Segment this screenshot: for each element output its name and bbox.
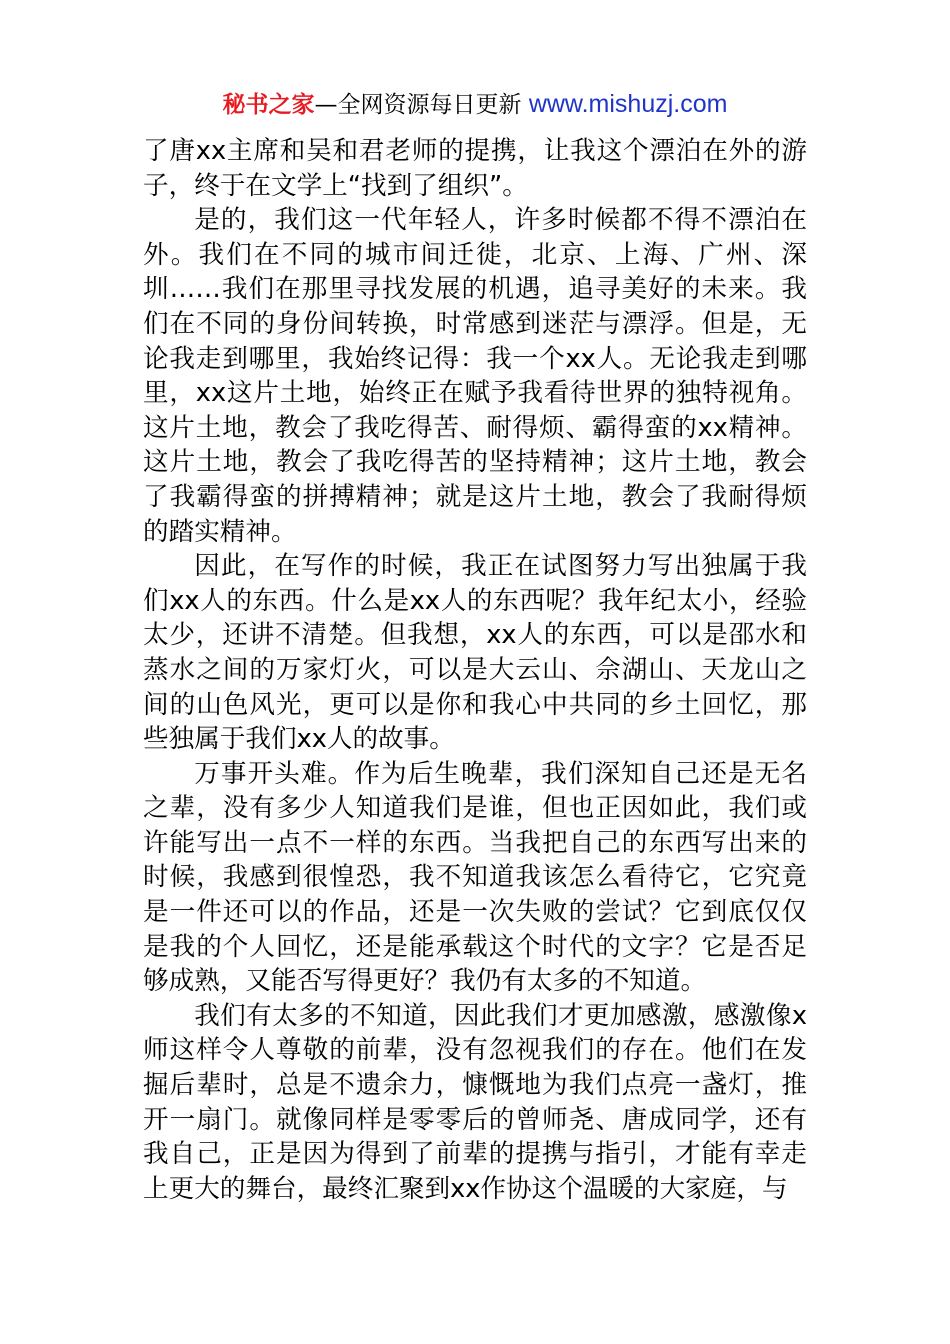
paragraph-continuation: 了唐xx主席和吴和君老师的提携，让我这个漂泊在外的游子，终于在文学上“找到了组织”。 [143, 136, 807, 201]
header-brand: 秘书之家 [222, 92, 315, 118]
paragraph: 是的，我们这一代年轻人，许多时候都不得不漂泊在外。我们在不同的城市间迁徙，北京、上海、广州、深圳……我们在那里寻找发展的机遇，追寻美好的未来。我们在不同的身份间转换，时常感到迷茫与漂浮。但是，无论我走到哪里，我始终记得：我一个xx人。无论我走到哪里，xx这片土地，始终正在赋予我看待世界的独特视角。这片土地，教会了我吃得苦、耐得烦、霸得蛮的xx精神。这片土地，教会了我吃得苦的坚持精神；这片土地，教会了我霸得蛮的拼搏精神；就是这片土地，教会了我耐得烦的踏实精神。 [143, 205, 807, 547]
paragraph: 我们有太多的不知道，因此我们才更加感激，感激像x师这样令人尊敬的前辈，没有忽视我们的存在。他们在发掘后辈时，总是不遗余力，慷慨地为我们点亮一盏灯，推开一扇门。就像同样是零零后的曾师尧、唐成同学，还有我自己，正是因为得到了前辈的提携与指引，才能有幸走上更大的舞台，最终汇聚到xx作协这个温暖的大家庭，与 [143, 1000, 807, 1204]
document-body [143, 134, 807, 1206]
header-tagline: —全网资源每日更新 [314, 92, 529, 118]
header-url-link[interactable]: www.mishuzj.com [528, 90, 728, 118]
page-header [0, 86, 950, 123]
paragraph: 因此，在写作的时候，我正在试图努力写出独属于我们xx人的东西。什么是xx人的东西呢？我年纪太小，经验太少，还讲不清楚。但我想，xx人的东西，可以是邵水和蒸水之间的万家灯火，可以是大云山、佘湖山、天龙山之间的山色风光，更可以是你和我心中共同的乡土回忆，那些独属于我们xx人的故事。 [143, 551, 807, 755]
paragraph: 万事开头难。作为后生晚辈，我们深知自己还是无名之辈，没有多少人知道我们是谁，但也正因如此，我们或许能写出一点不一样的东西。当我把自己的东西写出来的时候，我感到很惶恐，我不知道我该怎么看待它，它究竟是一件还可以的作品，还是一次失败的尝试？它到底仅仅是我的个人回忆，还是能承载这个时代的文字？它是否足够成熟，又能否写得更好？我仍有太多的不知道。 [143, 758, 807, 997]
